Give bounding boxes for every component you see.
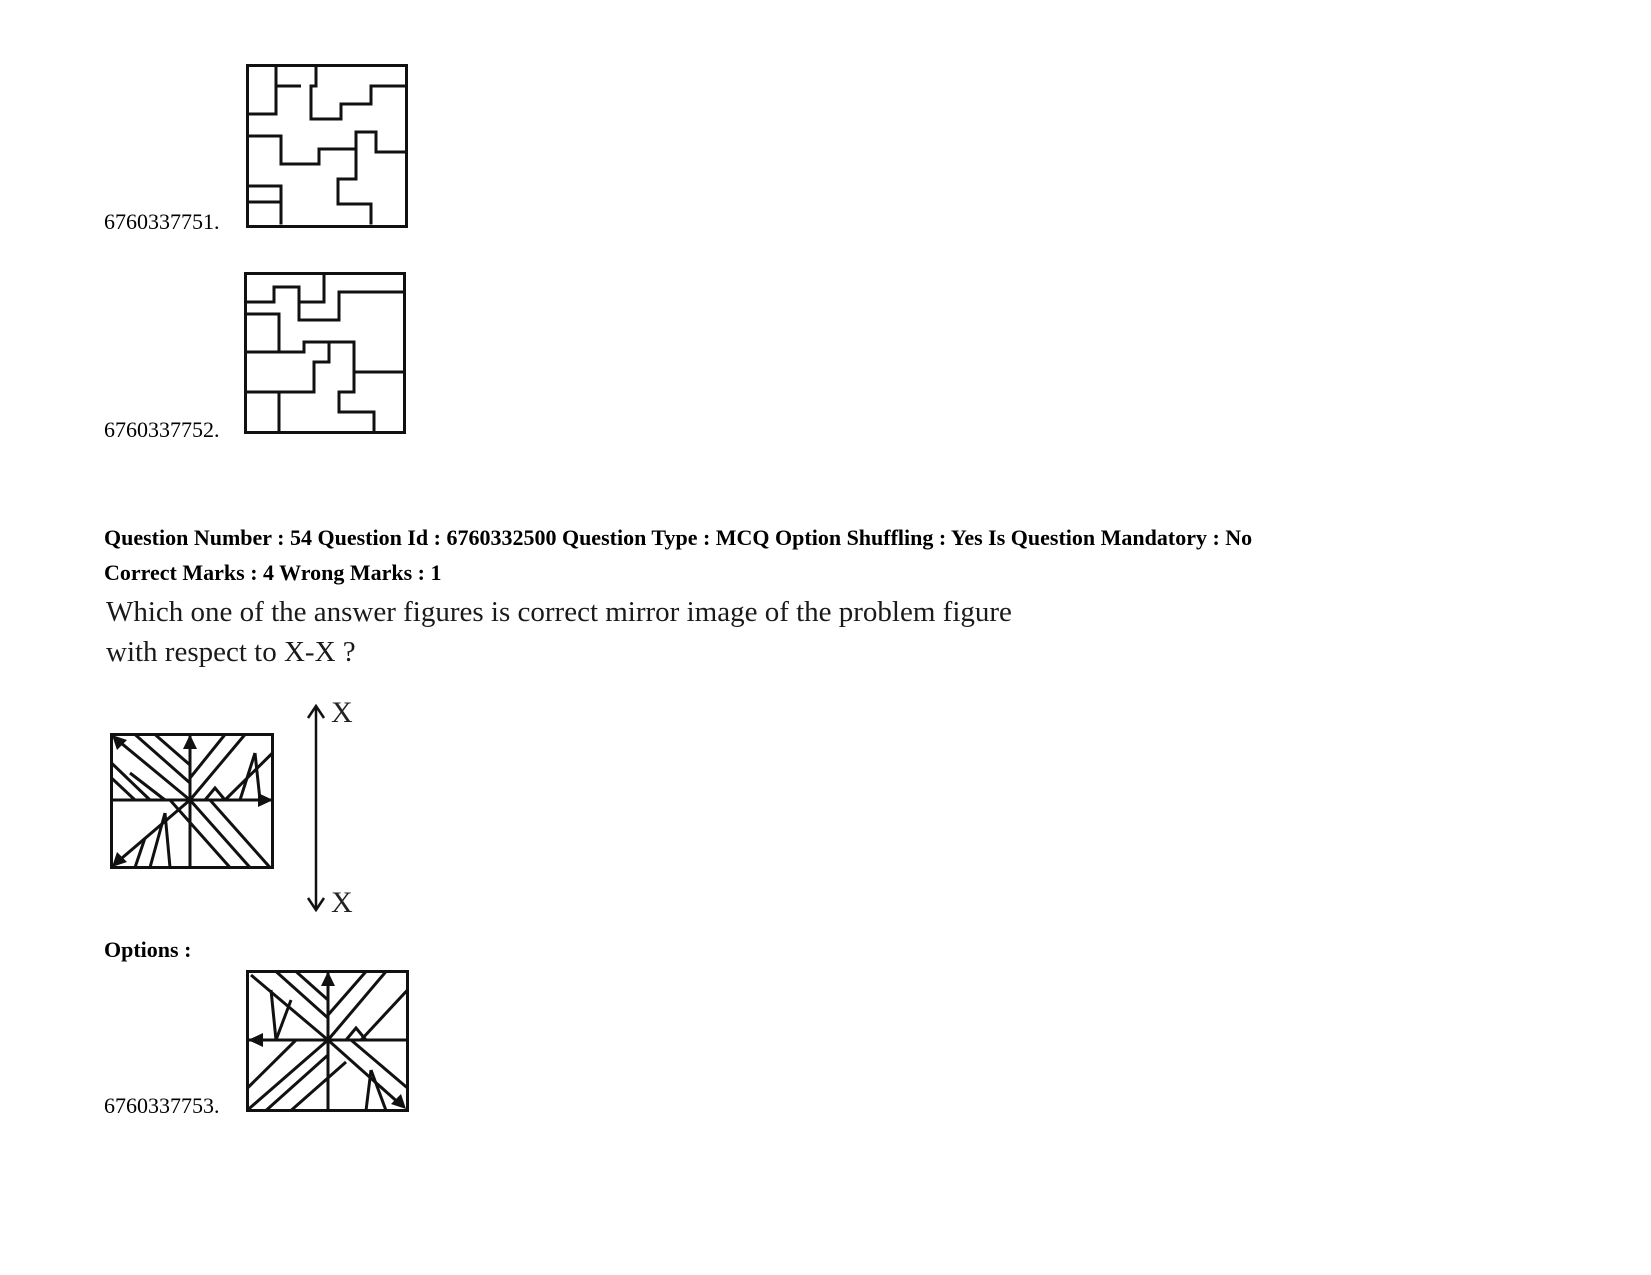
question-text-line-1: Which one of the answer figures is correct mirror image of the problem figure	[106, 596, 1012, 628]
mirror-axis-arrow	[306, 704, 326, 912]
option-id-6760337753: 6760337753.	[104, 1093, 220, 1118]
question-text-line-2: with respect to X-X ?	[106, 636, 356, 668]
axis-label-bottom: X	[331, 886, 353, 919]
options-label: Options :	[104, 937, 192, 962]
question-meta-line-1: Question Number : 54 Question Id : 6760332500 Question Type : MCQ Option Shuffling : Yes Is Question Mandatory : No	[104, 525, 1253, 550]
option-id-6760337752: 6760337752.	[104, 417, 220, 442]
axis-label-top: X	[331, 696, 353, 729]
option-id-6760337751: 6760337751.	[104, 209, 220, 234]
option-figure-1	[246, 64, 408, 228]
option-figure-3	[246, 970, 409, 1112]
option-figure-2	[244, 272, 406, 434]
question-meta-line-2: Correct Marks : 4 Wrong Marks : 1	[104, 560, 442, 585]
problem-figure	[110, 733, 274, 869]
